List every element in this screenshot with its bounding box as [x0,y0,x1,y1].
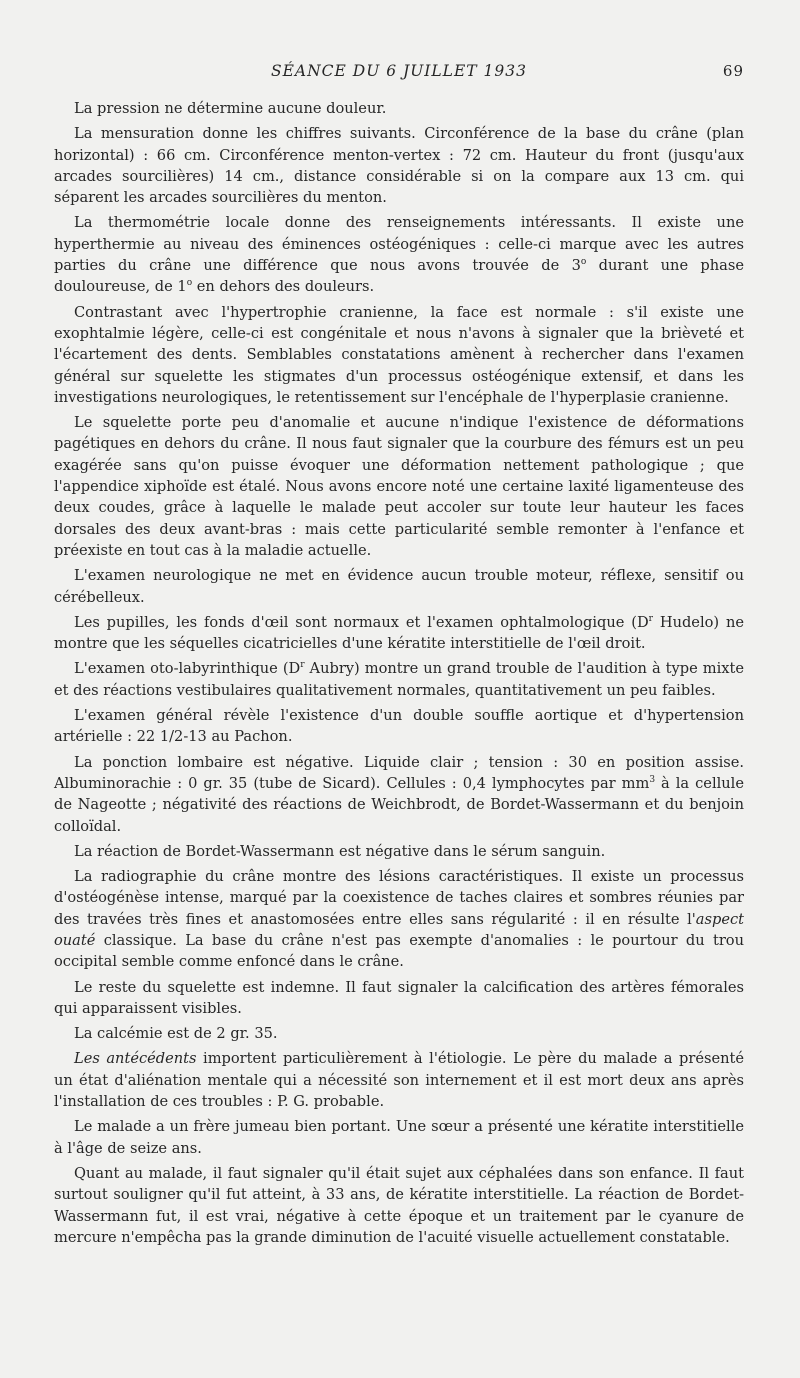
body-text [54,98,744,1248]
running-header [54,58,744,88]
paragraph [54,705,744,748]
paragraph [54,1163,744,1248]
page-number: 69 [722,62,744,80]
paragraph-text: La réaction de Bordet-Wassermann est négative dans le sérum sanguin. [74,842,606,860]
paragraph-text: Le malade a un frère jumeau bien portant. Une sœur a présenté une kératite interstitielle à l'âge de seize ans. [54,1118,744,1157]
degree-mark: o [186,278,193,289]
superscript: r [300,660,305,671]
paragraph [54,1116,744,1159]
paragraph-text: Aubry) montre un grand trouble de l'audition à type mixte et des réactions vestibulaires qualitativement normales, quantitativement un peu faibles. [54,660,744,699]
degree-mark: o [580,257,587,268]
paragraph-text: Quant au malade, il faut signaler qu'il était sujet aux céphalées dans son enfance. Il faut surtout souligner qu'il fut atteint, à 33 ans, de kératite interstitielle. La réaction de Bordet-Wassermann fut, il est vrai, négative à cette époque et un traitement par le cyanure de mercure n'empêcha pas la grande diminution de l'acuité visuelle actuellement constatable. [54,1164,744,1246]
paragraph-text: L'examen oto-labyrinthique (D [74,660,301,678]
paragraph [54,565,744,608]
paragraph [54,841,744,862]
paragraph [54,752,744,837]
paragraph [54,302,744,408]
paragraph-text: L'examen neurologique ne met en évidence aucun trouble moteur, réflexe, sensitif ou cérébelleux. [54,567,744,606]
paragraph-text: classique. La base du crâne n'est pas exempte d'anomalies : le pourtour du trou occipital semble comme enfoncé dans le crâne. [54,931,744,971]
paragraph-text: La mensuration donne les chiffres suivants. Circonférence de la base du crâne (plan horizontal) : 66 cm. Circonférence menton-vertex : 72 cm. Hauteur du front (jusqu'aux arcades sourcilières) 14 cm., distance considérable si on la compare aux 13 cm. qui séparent les arcades sourcilières du menton. [54,125,744,207]
italic-text: Les antécédents [74,1050,197,1068]
paragraph-text: L'examen général révèle l'existence d'un double souffle aortique et d'hypertension artérielle : 22 1/2-13 au Pachon. [54,707,744,746]
paragraph [54,1023,744,1044]
paragraph-text: La pression ne détermine aucune douleur. [74,100,387,117]
paragraph-text: importent particulièrement à l'étiologie. Le père du malade a présenté un état d'aliénation mentale qui a nécessité son internement et il est mort deux ans après l'installation de ces troubles : P. G. probable. [54,1050,744,1111]
paragraph [54,212,744,297]
paragraph-text: La calcémie est de 2 gr. 35. [74,1025,278,1043]
paragraph-text: Contrastant avec l'hypertrophie cranienne, la face est normale : s'il existe une exophtalmie légère, celle-ci est congénitale et nous n'avons à signaler que la brièveté et l'écartement des dents. Semblables constatations amènent à rechercher dans l'examen général sur squelette les stigmates d'un processus ostéogénique extensif, et dans les investigations neurologiques, le retentissement sur l'encéphale de l'hyperplasie cranienne. [54,303,744,406]
paragraph-text: Le reste du squelette est indemne. Il faut signaler la calcification des artères fémorales qui apparaissent visibles. [54,978,744,1017]
paragraph [54,1048,744,1112]
paragraph-text: La ponction lombaire est négative. Liquide clair ; tension : 30 en position assise. Albuminorachie : 0 gr. 35 (tube de Sicard). Cellules : 0,4 lymphocytes par mm [54,753,744,792]
paragraph-text: Le squelette porte peu d'anomalie et aucune n'indique l'existence de déformations pagétiques en dehors du crâne. Il nous faut signaler que la courbure des fémurs est un peu exagérée sans qu'on puisse évoquer une déformation nettement pathologique ; que l'appendice xiphoïde est étalé. Nous avons encore noté une certaine laxité ligamenteuse des deux coudes, grâce à laquelle le malade peut accoler sur toute leur hauteur les faces dorsales des deux avant-bras : mais cette particularité semble remonter à l'enfance et préexiste en tout cas à la maladie actuelle. [54,414,744,559]
paragraph [54,658,744,701]
paragraph [54,977,744,1020]
paragraph-text: en dehors des douleurs. [192,278,375,296]
superscript: 3 [649,775,656,786]
paragraph [54,612,744,655]
paragraph-text: durant une phase douloureuse, de 1 [54,257,745,296]
paragraph [54,412,744,561]
paragraph-text: Hudelo) ne montre que les séquelles cicatricielles d'une kératite interstitielle de l'œil droit. [54,613,744,653]
paragraph [54,123,744,208]
paragraph-text: Les pupilles, les fonds d'œil sont normaux et l'examen ophtalmologique (D [74,613,649,631]
superscript: r [648,613,653,624]
paragraph [54,866,744,972]
paragraph-text: La radiographie du crâne montre des lésions caractéristiques. Il existe un processus d'ostéogénèse intense, marqué par la coexistence de taches claires et sombres réunies par des travées très fines et anastomosées entre elles sans régularité : il en résulte l' [54,868,744,928]
paragraph-text: La thermométrie locale donne des renseignements intéressants. Il existe une hyperthermie au niveau des éminences ostéogéniques : celle-ci marque avec les autres parties du crâne une différence que nous avons trouvée de 3 [54,214,744,275]
paragraph [54,98,744,119]
paragraph-text: à la cellule de Nageotte ; négativité des réactions de Weichbrodt, de Bordet-Wassermann et du benjoin colloïdal. [54,774,744,835]
header-title: SÉANCE DU 6 JUILLET 1933 [270,62,527,80]
italic-text: aspect ouaté [54,910,744,949]
